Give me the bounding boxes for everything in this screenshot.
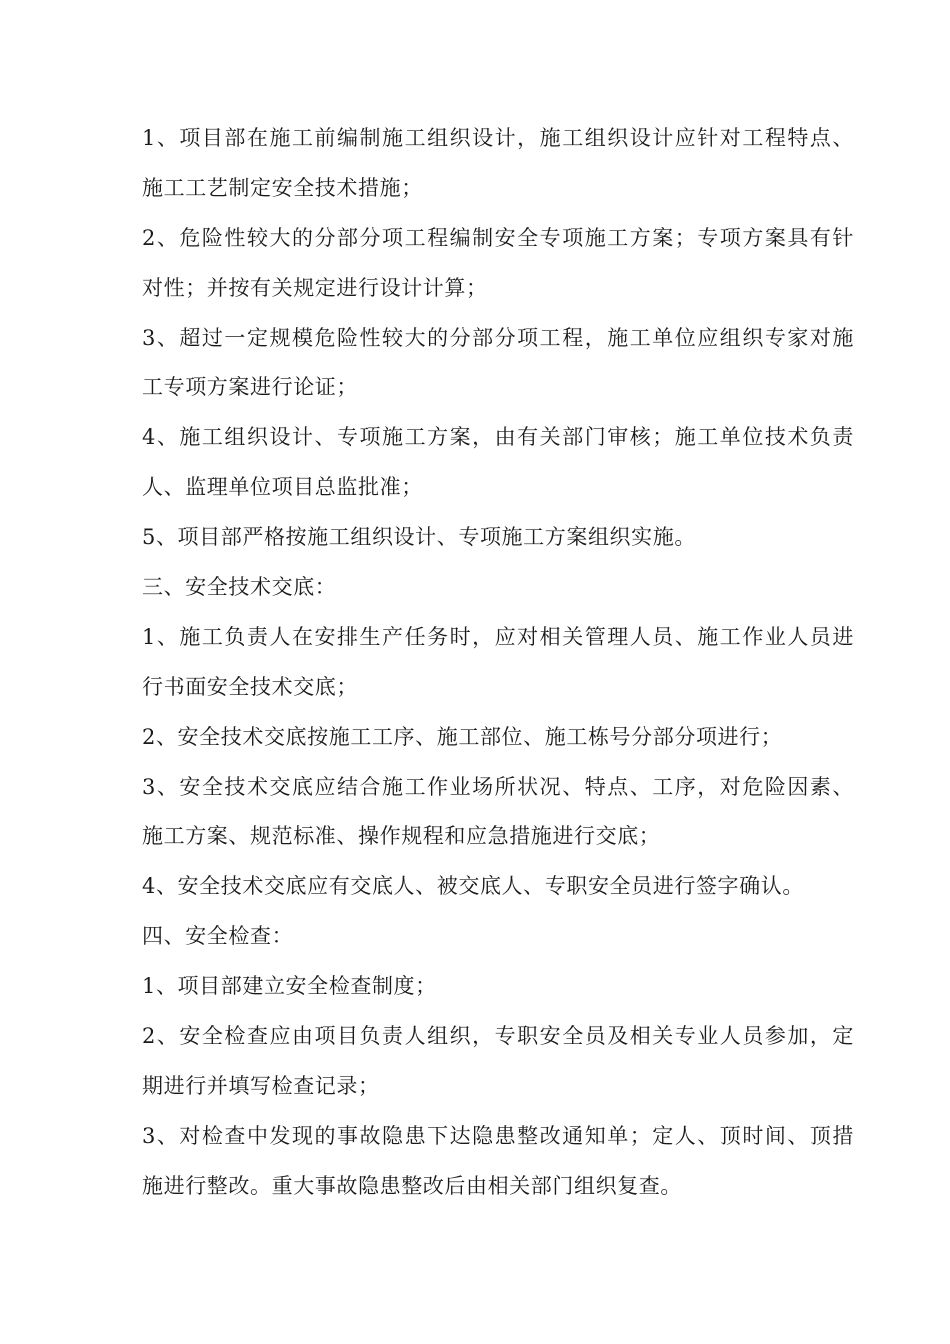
text-line: 施进行整改。重大事故隐患整改后由相关部门组织复查。 [142, 1173, 682, 1198]
text-line: 4、安全技术交底应有交底人、被交底人、专职安全员进行签字确认。 [142, 874, 804, 899]
text-line: 1、项目部建立安全检查制度； [142, 974, 437, 999]
text-line: 1、项目部在施工前编制施工组织设计，施工组织设计应针对工程特点、 [142, 126, 854, 150]
text-line: 行书面安全技术交底； [142, 674, 358, 699]
section-heading: 四、安全检查： [142, 924, 294, 949]
text-line: 1、施工负责人在安排生产任务时，应对相关管理人员、施工作业人员进 [142, 624, 854, 649]
document-body [142, 114, 854, 1212]
text-line: 施工方案、规范标准、操作规程和应急措施进行交底； [142, 824, 661, 849]
text-line: 3、安全技术交底应结合施工作业场所状况、特点、工序，对危险因素、 [142, 774, 854, 799]
text-line: 3、对检查中发现的事故隐患下达隐患整改通知单；定人、顶时间、顶措 [142, 1123, 854, 1148]
text-line: 2、安全技术交底按施工工序、施工部位、施工栋号分部分项进行； [142, 724, 783, 749]
text-line: 对性；并按有关规定进行设计计算； [142, 275, 488, 300]
section-heading: 三、安全技术交底： [142, 575, 337, 600]
text-line: 施工工艺制定安全技术措施； [142, 175, 423, 200]
text-line: 3、超过一定规模危险性较大的分部分项工程，施工单位应组织专家对施 [142, 325, 854, 350]
text-line: 期进行并填写检查记录； [142, 1073, 380, 1098]
text-line: 2、危险性较大的分部分项工程编制安全专项施工方案；专项方案具有针 [142, 225, 854, 250]
text-line: 4、施工组织设计、专项施工方案，由有关部门审核；施工单位技术负责 [142, 425, 854, 450]
text-line: 人、监理单位项目总监批准； [142, 475, 423, 500]
text-line: 工专项方案进行论证； [142, 375, 358, 400]
text-line: 2、安全检查应由项目负责人组织，专职安全员及相关专业人员参加，定 [142, 1024, 854, 1049]
text-line: 5、项目部严格按施工组织设计、专项施工方案组织实施。 [142, 525, 696, 550]
